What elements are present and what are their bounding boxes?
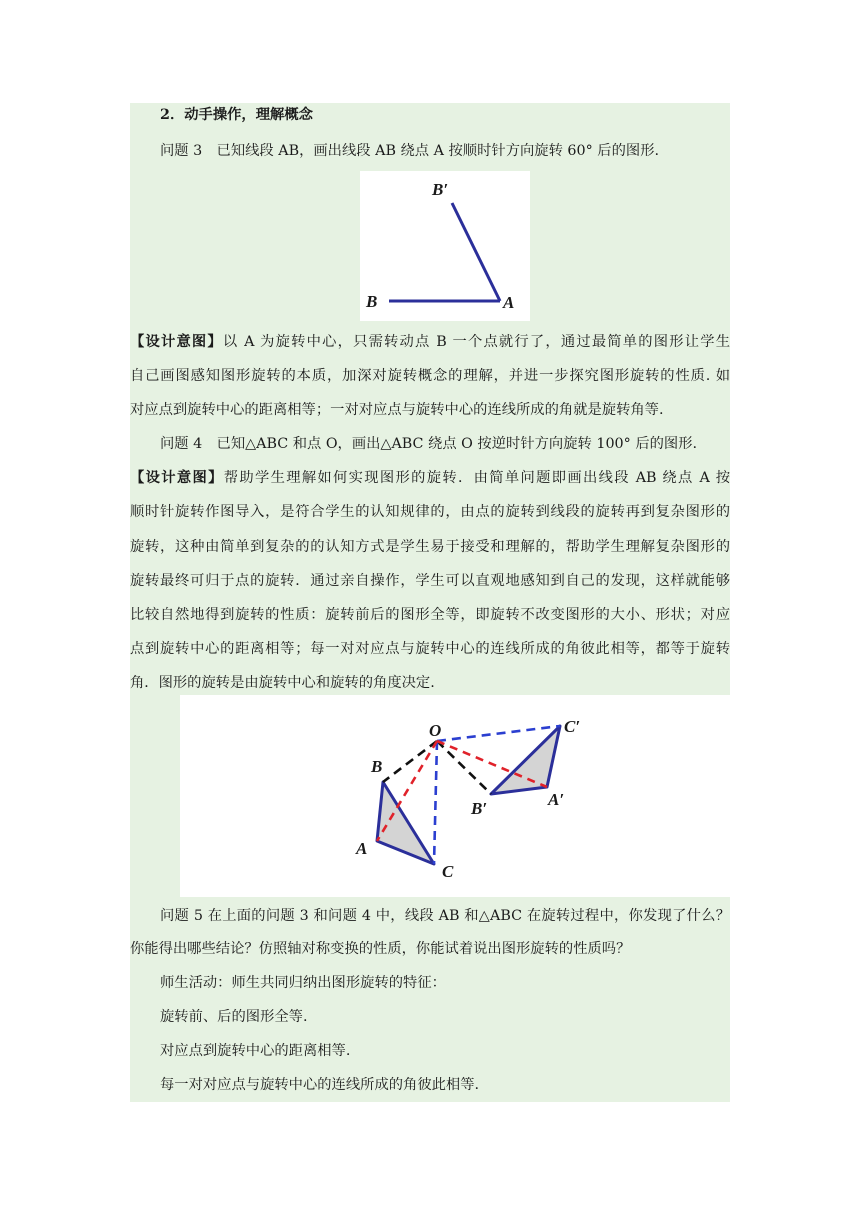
design-intent-tag-2: 【设计意图】 bbox=[130, 470, 224, 486]
design-intent-tag: 【设计意图】 bbox=[130, 334, 223, 350]
activity-item-1: 旋转前、后的图形全等. bbox=[160, 1009, 308, 1025]
figure-segment-rotation bbox=[360, 171, 530, 321]
segment-ab-prime bbox=[452, 203, 500, 301]
label-b: B bbox=[366, 292, 378, 311]
section-heading: 2．动手操作，理解概念 bbox=[160, 107, 313, 123]
label-a-prime: A′ bbox=[548, 790, 565, 809]
dash-o-b-prime bbox=[437, 741, 491, 794]
label-a: A bbox=[356, 839, 368, 858]
design-intent-1-line-1 bbox=[130, 332, 730, 352]
triangle-abc-prime bbox=[491, 726, 560, 794]
dash-o-c-prime bbox=[437, 726, 560, 741]
figure-segment-svg bbox=[360, 171, 530, 321]
design-intent-2-line-4: 旋转最终可归于点的旋转．通过亲自操作，学生可以直观地感知到自己的发现，这样就能够 bbox=[130, 573, 730, 589]
design-intent-2-text-1: 帮助学生理解如何实现图形的旋转．由简单问题即画出线段 AB 绕点 A 按 bbox=[223, 470, 730, 486]
label-c-prime: C′ bbox=[564, 717, 581, 736]
label-b-prime: B′ bbox=[432, 180, 449, 199]
figure-triangle-rotation bbox=[347, 704, 597, 892]
design-intent-2-line-2: 顺时针旋转作图导入，是符合学生的认知规律的，由点的旋转到线段的旋转再到复杂图形的 bbox=[130, 504, 730, 520]
highlight-block-figure-left bbox=[130, 695, 180, 897]
design-intent-2-line-5: 比较自然地得到旋转的性质：旋转前后的图形全等，即旋转不改变图形的大小、形状；对应 bbox=[130, 607, 730, 623]
activity-item-3: 每一对对应点与旋转中心的连线所成的角彼此相等. bbox=[160, 1077, 480, 1093]
label-b: B bbox=[371, 757, 383, 776]
activity-intro: 师生活动：师生共同归纳出图形旋转的特征： bbox=[160, 975, 446, 991]
activity-item-2: 对应点到旋转中心的距离相等. bbox=[160, 1043, 351, 1059]
design-intent-1-line-3: 对应点到旋转中心的距离相等；一对对应点与旋转中心的连线所成的角就是旋转角等. bbox=[130, 402, 664, 418]
design-intent-2-line-6: 点到旋转中心的距离相等；每一对对应点与旋转中心的连线所成的角彼此相等，都等于旋转 bbox=[130, 641, 730, 657]
problem-3-text: 问题 3 已知线段 AB，画出线段 AB 绕点 A 按顺时针方向旋转 60° 后的图形. bbox=[160, 143, 660, 159]
dash-o-c bbox=[434, 741, 437, 864]
design-intent-1-text-1: 以 A 为旋转中心，只需转动点 B 一个点就行了，通过最简单的图形让学生 bbox=[222, 334, 730, 350]
design-intent-2-line-7: 角．图形的旋转是由旋转中心和旋转的角度决定. bbox=[130, 675, 435, 691]
dash-o-b bbox=[383, 741, 437, 782]
label-c: C bbox=[442, 862, 454, 881]
design-intent-2-line-3: 旋转，这种由简单到复杂的的认知方式是学生易于接受和理解的，帮助学生理解复杂图形的 bbox=[130, 539, 730, 555]
problem-5-line-2: 你能得出哪些结论？仿照轴对称变换的性质，你能试着说出图形旋转的性质吗？ bbox=[130, 941, 631, 957]
label-o: O bbox=[429, 721, 442, 740]
problem-5-line-1: 问题 5 在上面的问题 3 和问题 4 中，线段 AB 和△ABC 在旋转过程中，你发现了什么？ bbox=[160, 908, 730, 924]
highlight-block-bottom bbox=[130, 897, 730, 1102]
figure-triangle-svg bbox=[347, 704, 597, 892]
label-a: A bbox=[503, 293, 515, 312]
label-b-prime: B′ bbox=[471, 799, 488, 818]
problem-4-text: 问题 4 已知△ABC 和点 O，画出△ABC 绕点 O 按逆时针方向旋转 100° 后的图形. bbox=[160, 436, 698, 452]
design-intent-1-line-2: 自己画图感知图形旋转的本质，加深对旋转概念的理解，并进一步探究图形旋转的性质. 如 bbox=[130, 368, 730, 384]
design-intent-2-line-1 bbox=[130, 468, 730, 488]
